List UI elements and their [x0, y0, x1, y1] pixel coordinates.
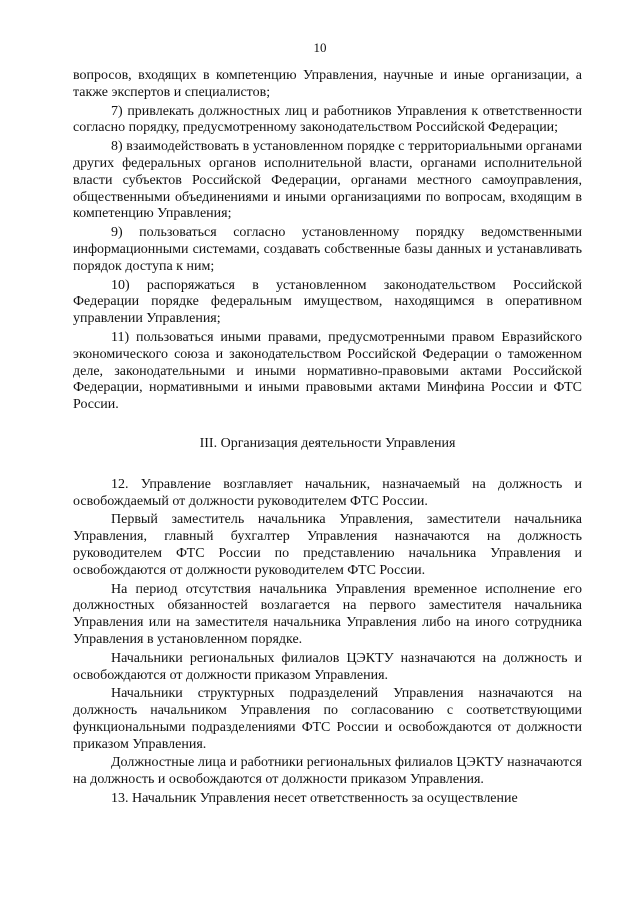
paragraph-item-9: 9) пользоваться согласно установленному порядку ведомственными информационными системами, создавать собственные базы данных и устанавливать порядок доступа к ним; [73, 225, 582, 274]
paragraph-branch-heads: Начальники региональных филиалов ЦЭКТУ назначаются на должность и освобождаются от должности приказом Управления. [73, 650, 582, 683]
paragraph-item-11: 11) пользоваться иными правами, предусмотренными правом Евразийского экономического союза и законодательством Российской Федерации о таможенном деле, законодательными и иными нормативно-правовыми актами Российской Федерации, нормативными и иными правовыми актами Минфина России и ФТС России. [73, 329, 582, 413]
paragraph-branch-staff: Должностные лица и работники региональных филиалов ЦЭКТУ назначаются на должность и освобождаются от должности приказом Управления. [73, 755, 582, 788]
document-body [73, 68, 582, 808]
paragraph-item-10: 10) распоряжаться в установленном законодательством Российской Федерации порядке федеральным имуществом, находящимся в оперативном управлении Управления; [73, 277, 582, 327]
section-heading: III. Организация деятельности Управления [199, 435, 456, 451]
paragraph-item-13: 13. Начальник Управления несет ответственность за осуществление [111, 791, 518, 807]
page-number: 10 [313, 40, 327, 55]
paragraph-unit-heads: Начальники структурных подразделений Управления назначаются на должность начальником Управления по согласованию с соответствующими функциональными подразделениями ФТС России и освобождаются от должности приказом Управления. [73, 686, 582, 752]
paragraph-item-8: 8) взаимодействовать в установленном порядке с территориальными органами других федеральных органов исполнительной власти, органами исполнительной власти субъектов Российской Федерации, органами местного самоуправления, общественными объединениями и иными организациями по вопросам, входящим в компетенцию Управления; [73, 139, 582, 222]
paragraph-deputies: Первый заместитель начальника Управления, заместители начальника Управления, главный бухгалтер Управления назначаются на должность руководителем ФТС России по представлению начальника Управления и освобождаются от должности руководителем ФТС России. [73, 512, 582, 578]
paragraph-continuation: вопросов, входящих в компетенцию Управления, научные и иные организации, а также экспертов и специалистов; [73, 68, 582, 100]
paragraph-item-7: 7) привлекать должностных лиц и работников Управления к ответственности согласно порядку, предусмотренному законодательством Российской Федерации; [73, 103, 582, 136]
paragraph-temporary-duties: На период отсутствия начальника Управления временное исполнение его должностных обязанностей возлагается на первого заместителя начальника Управления или на заместителя начальника Управления либо на иного сотрудника Управления в установленном порядке. [73, 581, 582, 647]
paragraph-item-12: 12. Управление возглавляет начальник, назначаемый на должность и освобождаемый от должности руководителем ФТС России. [73, 476, 582, 509]
